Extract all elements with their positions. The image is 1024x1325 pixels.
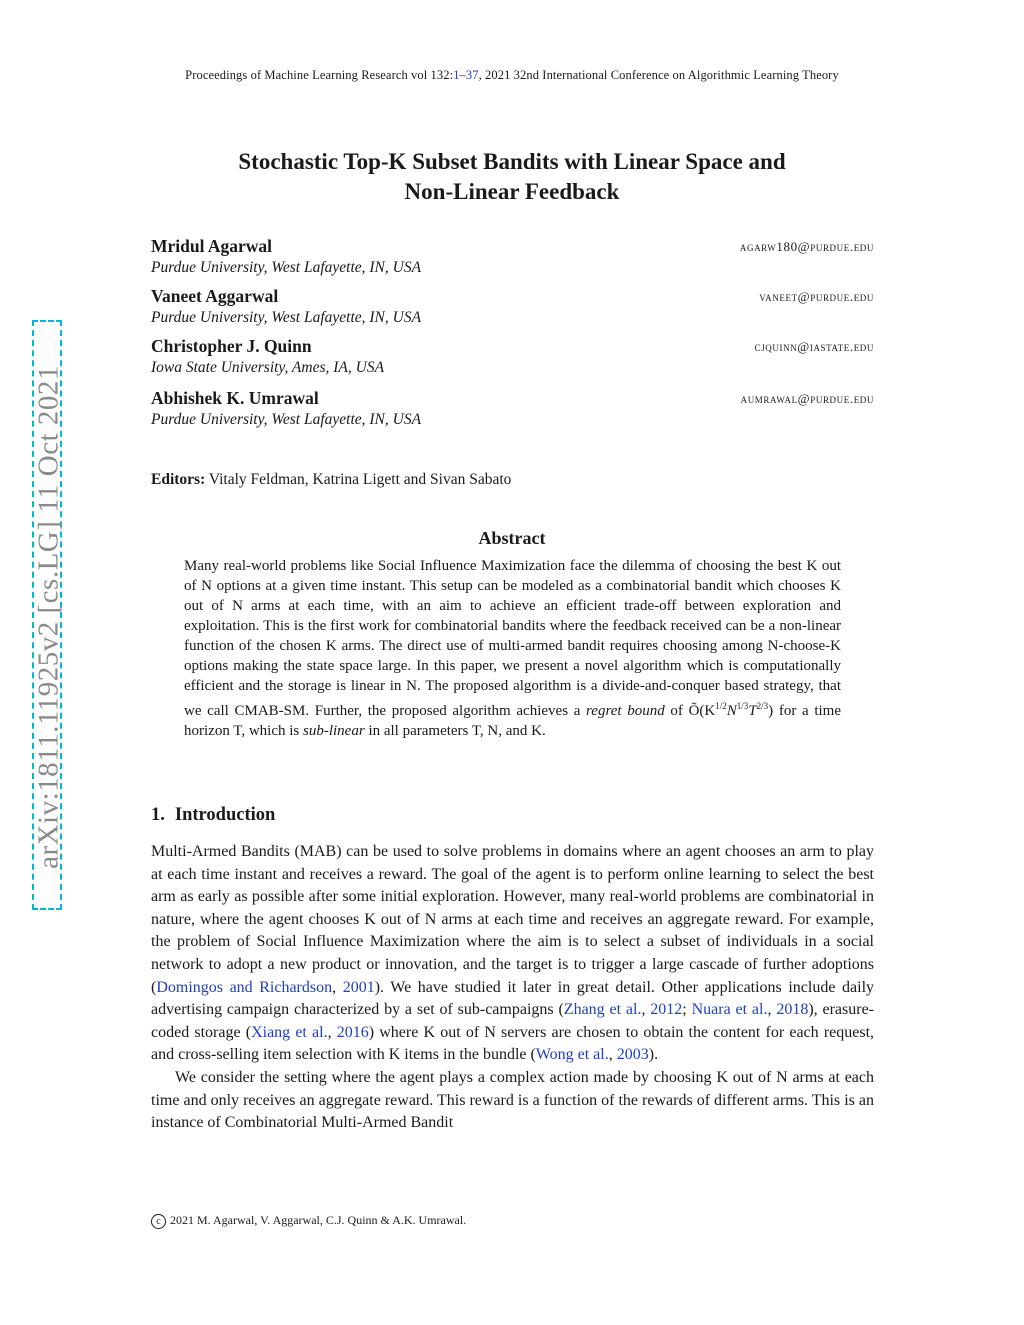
author-email: vaneet@purdue.edu — [759, 289, 874, 304]
introduction-body — [151, 841, 874, 1135]
page-end-link[interactable]: 37 — [465, 68, 479, 82]
paragraph-text: ) where K out of N servers are chosen to obtain the content for each request, and cross-selling item selection with K items in the bundle ( — [151, 1023, 875, 1064]
abstract-text: for a time horizon T, which is — [184, 703, 841, 739]
paper-title — [140, 147, 884, 207]
author-name: Vaneet Aggarwal — [151, 286, 279, 306]
author-affiliation: Purdue University, West Lafayette, IN, USA — [151, 259, 422, 276]
citation-year-link[interactable]: 2001 — [342, 978, 375, 996]
citation-year-link[interactable]: 2003 — [616, 1046, 649, 1064]
author-email: agarw180@purdue.edu — [739, 239, 874, 254]
author-affiliation: Purdue University, West Lafayette, IN, USA — [151, 309, 422, 326]
citation-year-link[interactable]: 2018 — [776, 1001, 809, 1019]
exponent: 1/3 — [736, 701, 749, 711]
citation-year-link[interactable]: 2012 — [650, 1001, 683, 1019]
paragraph-text: Multi-Armed Bandits (MAB) can be used to solve problems in domains where an agent chooses an arm to play at each time instant and receives a reward. The goal of the agent is to perform online learning to select the best arm as early as possible after some initial exploration. However, many real-world problems are combinatorial in nature, where the agent chooses K out of N arms at each time and receives an aggregate reward. For example, the problem of Social Influence Maximization where the aim is to select a subset of individuals in a social network to adopt a new product or innovation, and the target is to trigger a large cascade of further adoptions ( — [151, 843, 874, 996]
exponent: 1/2 — [715, 701, 727, 711]
editors-names: Vitaly Feldman, Katrina Ligett and Sivan Sabato — [208, 471, 512, 488]
author-email: aumrawal@purdue.edu — [740, 391, 874, 406]
copyright-line — [151, 1213, 466, 1229]
section-title: Introduction — [174, 805, 276, 825]
author-affiliation: Iowa State University, Ames, IA, USA — [151, 359, 385, 376]
title-line-2: Non-Linear Feedback — [404, 179, 620, 204]
citation-link[interactable]: Zhang et al. — [563, 1001, 642, 1019]
arxiv-stamp[interactable] — [32, 320, 65, 910]
paragraph: We consider the setting where the agent plays a complex action made by choosing K out of N arms at each time and only receives an aggregate reward. This reward is a function of the rewards of different arms. This is an instance of Combinatorial Multi-Armed Bandit — [151, 1068, 874, 1132]
citation-link[interactable]: Nuara et al. — [691, 1001, 768, 1019]
author-block — [151, 388, 874, 429]
editors-label: Editors: — [151, 471, 206, 488]
author-name: Abhishek K. Umrawal — [151, 388, 319, 408]
running-header — [0, 68, 1024, 83]
citation-year-link[interactable]: 2016 — [336, 1023, 369, 1041]
abstract-text: Many real-world problems like Social Influence Maximization face the dilemma of choosing the best K out of N options at a given time instant. This setup can be modeled as a combinatorial bandit which chooses K out of N arms at each time, with an aim to achieve an efficient trade-off between exploration and exploitation. This is the first work for combinatorial bandits where the feedback received can be a non-linear function of the chosen K arms. The direct use of multi-armed bandit requires choosing among N-choose-K options making the state space large. In this paper, we present a novel algorithm which is computationally efficient and the storage is linear in N. The proposed algorithm is a divide-and-conquer based strategy, that we call CMAB-SM. Further, the proposed algorithm achieves a — [184, 558, 841, 719]
regret-bound-term: regret bound — [586, 703, 665, 719]
paragraph: Multi-Armed Bandits (MAB) can be used to solve problems in domains where an agent chooses an arm to play at each time instant and receives a reward. The goal of the agent is to perform online learning to select the best arm as early as possible after some initial exploration. However, many real-world problems are combinatorial in nature, where the agent chooses K out of N arms at each time and receives an aggregate reward. For example, the problem of Social Influence Maximization where the aim is to select a subset of individuals in a social network to adopt a new product or innovation, and the target is to trigger a large cascade of further adoptions (Domingos and Richardson, 2001). We have studied it later in great detail. Other applications include daily advertising campaign characterized by a set of sub-campaigns (Zhang et al., 2012; Nuara et al., 2018), erasure-coded storage (Xiang et al., 2016) where K out of N servers are chosen to obtain the content for each request, and cross-selling item selection with K items in the bundle (Wong et al., 2003). — [151, 843, 875, 1064]
author-name: Mridul Agarwal — [151, 236, 273, 256]
section-number: 1. — [151, 805, 165, 825]
bound-t: T — [748, 703, 757, 719]
title-line-1: Stochastic Top-K Subset Bandits with Linear Space and — [238, 149, 786, 174]
citation-link[interactable]: Wong et al. — [535, 1046, 609, 1064]
sublinear-term: sub-linear — [303, 723, 365, 739]
citation-link[interactable]: Domingos and Richardson — [156, 978, 333, 996]
paragraph-text: ), erasure-coded storage ( — [151, 1001, 874, 1041]
exponent: 2/3 — [756, 701, 769, 711]
author-block — [151, 286, 874, 327]
copyright-icon: c — [151, 1214, 166, 1229]
abstract-heading: Abstract — [478, 528, 546, 548]
bound-base: Õ(K — [688, 703, 716, 719]
bound-close: ) — [768, 703, 774, 719]
bound-n: N — [726, 703, 737, 719]
editors-line — [151, 471, 511, 489]
arxiv-identifier[interactable]: arXiv:1811.11925v2 [cs.LG] 11 Oct 2021 — [32, 365, 65, 869]
section-heading — [151, 805, 275, 826]
abstract-text: of — [664, 703, 689, 719]
author-affiliation: Purdue University, West Lafayette, IN, USA — [151, 411, 422, 428]
citation-link[interactable]: Xiang et al. — [251, 1023, 328, 1041]
copyright-text: 2021 M. Agarwal, V. Aggarwal, C.J. Quinn & A.K. Umrawal. — [170, 1213, 467, 1227]
header-prefix: Proceedings of Machine Learning Research vol 132: — [185, 68, 454, 82]
paragraph-text: ). — [648, 1046, 659, 1064]
abstract-body — [184, 556, 841, 741]
author-email: cjquinn@iastate.edu — [754, 339, 874, 354]
header-suffix: , 2021 32nd International Conference on Algorithmic Learning Theory — [478, 68, 839, 82]
paragraph-text: ). We have studied it later in great detail. Other applications include daily advertising campaign characterized by a set of sub-campaigns ( — [151, 978, 875, 1019]
abstract-text: in all parameters T, N, and K. — [364, 723, 546, 739]
author-block — [151, 336, 874, 377]
author-name: Christopher J. Quinn — [151, 336, 312, 356]
author-block — [151, 236, 874, 277]
page-start-link[interactable]: 1 — [453, 68, 460, 82]
page-dash: – — [459, 68, 466, 82]
bound-expression — [689, 703, 774, 719]
